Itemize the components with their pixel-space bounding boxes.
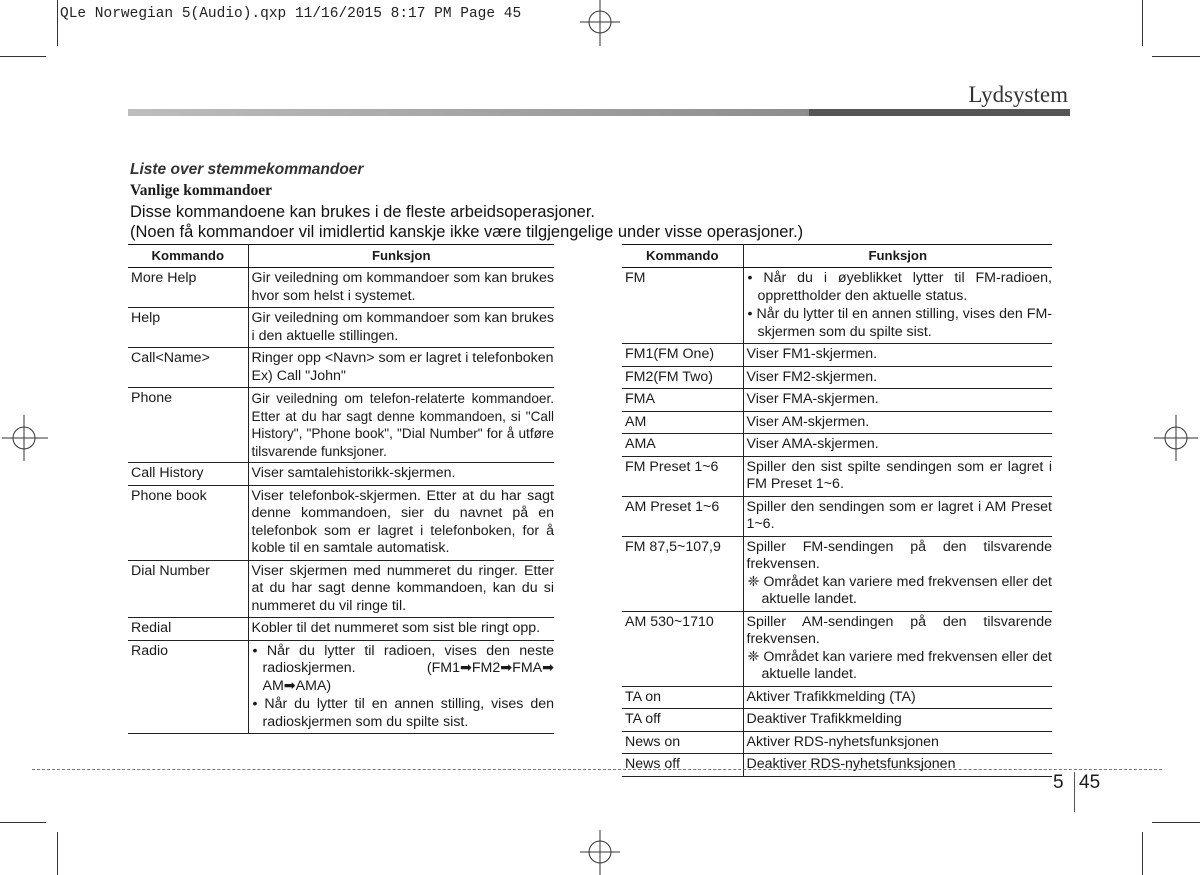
function-cell	[743, 434, 1052, 457]
function-cell	[248, 268, 554, 308]
function-cell	[743, 686, 1052, 709]
table-row	[622, 686, 1052, 709]
command-cell: FM Preset 1~6	[622, 456, 743, 496]
page-number-divider	[1074, 772, 1075, 812]
column-header-command: Kommando	[622, 245, 743, 268]
table-row	[128, 485, 554, 560]
command-cell: Radio	[128, 640, 248, 734]
command-cell: FM2(FM Two)	[622, 366, 743, 389]
command-cell: AM Preset 1~6	[622, 496, 743, 536]
table-row	[128, 268, 554, 308]
command-cell: Redial	[128, 618, 248, 641]
section-title: Liste over stemmekommandoer	[130, 161, 364, 178]
function-text: Gir veiledning om kommandoer som kan brukes i den aktuelle stillingen.	[251, 310, 554, 344]
chapter-header-title: Lydsystem	[968, 82, 1068, 107]
function-text: Viser telefonbok-skjermen. Etter at du har sagt denne kommandoen, sier du navnet på en telefonbok som er lagret i telefonboken, for å koble til en samtale automatisk.	[251, 487, 554, 556]
command-cell: News off	[622, 754, 743, 777]
function-cell	[248, 308, 554, 348]
registration-mark-top	[575, 0, 625, 50]
command-cell: TA off	[622, 709, 743, 732]
column-header-command: Kommando	[128, 245, 248, 268]
function-bullet: • Når du lytter til en annen stilling, vises den FM-skjermen som du spilte sist.	[747, 306, 1052, 340]
command-cell: AM	[622, 411, 743, 434]
function-cell	[248, 388, 554, 463]
command-cell: FM	[622, 268, 743, 344]
function-cell	[248, 618, 554, 641]
function-text: Viser FM1-skjermen.	[746, 346, 878, 362]
function-bullet: • Når du lytter til en annen stilling, vises den radioskjermen som du spilte sist.	[252, 696, 554, 730]
table-row	[622, 611, 1052, 686]
table-row	[128, 388, 554, 463]
table-row	[128, 348, 554, 388]
table-row	[622, 268, 1052, 344]
table-row	[622, 366, 1052, 389]
function-cell	[248, 348, 554, 388]
header-rule-accent	[809, 109, 1070, 116]
function-cell	[743, 709, 1052, 732]
commands-table-right	[622, 244, 1052, 777]
crop-mark-bottom-left-h	[0, 822, 46, 823]
command-cell: TA on	[622, 686, 743, 709]
command-cell: AMA	[622, 434, 743, 457]
function-cell	[248, 560, 554, 618]
function-cell	[743, 611, 1052, 686]
function-cell	[743, 731, 1052, 754]
function-text: Viser AM-skjermen.	[746, 413, 870, 430]
table-row	[622, 344, 1052, 367]
function-text: Spiller AM-sendingen på den tilsvarende frekvensen.	[746, 613, 1052, 647]
table-row	[128, 308, 554, 348]
function-text: Spiller den sist spilte sendingen som er lagret i FM Preset 1~6.	[746, 458, 1052, 492]
column-header-function: Funksjon	[248, 245, 554, 268]
command-cell: FM 87,5~107,9	[622, 536, 743, 611]
table-row	[622, 389, 1052, 412]
command-cell: More Help	[128, 268, 248, 308]
table-row	[622, 754, 1052, 777]
function-bullet: • Når du i øyeblikket lytter til FM-radioen, opprettholder den aktuelle status.	[747, 270, 1052, 304]
crop-mark-top-left-v	[57, 0, 58, 46]
registration-mark-right	[1152, 413, 1200, 463]
function-bullet: • Når du lytter til radioen, vises den neste radioskjermen. (FM1➡FM2➡FMA➡ AM➡AMA)	[252, 642, 554, 694]
function-cell	[743, 366, 1052, 389]
table-row	[128, 640, 554, 734]
function-text: Spiller FM-sendingen på den tilsvarende frekvensen.	[746, 538, 1052, 572]
registration-mark-left	[0, 413, 50, 463]
function-cell	[248, 463, 554, 486]
crop-mark-top-left-h	[0, 56, 46, 57]
crop-mark-bottom-left-v	[57, 832, 58, 875]
command-cell: Phone	[128, 388, 248, 463]
table-header-row	[128, 245, 554, 268]
command-cell: News on	[622, 731, 743, 754]
command-cell: Call History	[128, 463, 248, 486]
header-rule	[128, 109, 1070, 116]
function-text: Viser skjermen med nummeret du ringer. Etter at du har sagt denne kommandoen, kan du si nummeret du vil ringe til.	[251, 562, 554, 614]
crop-mark-bottom-right-v	[1142, 832, 1143, 875]
function-cell	[743, 496, 1052, 536]
table-row	[128, 618, 554, 641]
crop-mark-top-right-h	[1152, 56, 1200, 57]
command-cell: Help	[128, 308, 248, 348]
table-row	[128, 463, 554, 486]
command-cell: FM1(FM One)	[622, 344, 743, 367]
function-text: Gir veiledning om telefon-relaterte kommandoer. Etter at du har sagt denne kommandoen, si "Call History", "Phone book", "Dial Number" for å utføre tilsvarende funksjoner.	[251, 391, 554, 459]
function-cell	[743, 536, 1052, 611]
table-row	[622, 496, 1052, 536]
table-row	[622, 456, 1052, 496]
function-text: Viser FMA-skjermen.	[746, 391, 879, 407]
command-cell: Call<Name>	[128, 348, 248, 388]
function-cell	[743, 411, 1052, 434]
command-cell: FMA	[622, 389, 743, 412]
table-row	[622, 709, 1052, 732]
function-note: ❈ Området kan variere med frekvensen eller det aktuelle landet.	[747, 648, 1052, 682]
function-text: Aktiver RDS-nyhetsfunksjonen	[746, 733, 939, 750]
command-cell: Phone book	[128, 485, 248, 560]
subsection-title: Vanlige kommandoer	[130, 182, 272, 199]
function-text: Deaktiver RDS-nyhetsfunksjonen	[746, 756, 956, 772]
table-row	[622, 411, 1052, 434]
function-text: Spiller den sendingen som er lagret i AM Preset 1~6.	[746, 498, 1052, 532]
registration-mark-bottom	[575, 830, 625, 875]
function-cell	[248, 485, 554, 560]
table-header-row	[622, 245, 1052, 268]
footer-dashed-rule	[32, 769, 1162, 770]
function-text: Viser FM2-skjermen.	[746, 368, 878, 385]
print-slug: QLe Norwegian 5(Audio).qxp 11/16/2015 8:17 PM Page 45	[60, 6, 522, 22]
function-text: Ringer opp <Navn> som er lagret i telefonboken	[251, 350, 554, 366]
function-text: Aktiver Trafikkmelding (TA)	[746, 688, 916, 705]
crop-mark-top-right-v	[1142, 0, 1143, 46]
function-cell	[743, 344, 1052, 367]
function-note: ❈ Området kan variere med frekvensen eller det aktuelle landet.	[747, 573, 1052, 607]
function-cell	[743, 456, 1052, 496]
commands-table-left	[128, 244, 554, 734]
crop-mark-bottom-right-h	[1152, 822, 1200, 823]
function-text: Viser samtalehistorikk-skjermen.	[251, 465, 456, 481]
page-number: 45	[1079, 772, 1101, 793]
function-text: Gir veiledning om kommandoer som kan brukes hvor som helst i systemet.	[251, 270, 554, 304]
function-text: Viser AMA-skjermen.	[746, 436, 879, 452]
intro-line: (Noen få kommandoer vil imidlertid kanskje ikke være tilgjengelige under visse operasjoner.)	[130, 223, 804, 241]
column-header-function: Funksjon	[743, 245, 1052, 268]
function-text: Deaktiver Trafikkmelding	[746, 711, 902, 727]
function-text: Kobler til det nummeret som sist ble ringt opp.	[251, 620, 541, 636]
table-row	[128, 560, 554, 618]
chapter-number: 5	[1053, 772, 1064, 793]
function-cell	[743, 268, 1052, 344]
intro-line: Disse kommandoene kan brukes i de fleste arbeidsoperasjoner.	[130, 203, 596, 221]
function-text: Ex) Call "John"	[251, 367, 346, 384]
table-row	[622, 536, 1052, 611]
command-cell: Dial Number	[128, 560, 248, 618]
command-cell: AM 530~1710	[622, 611, 743, 686]
function-cell	[248, 640, 554, 734]
function-cell	[743, 754, 1052, 777]
table-row	[622, 731, 1052, 754]
function-cell	[743, 389, 1052, 412]
table-row	[622, 434, 1052, 457]
